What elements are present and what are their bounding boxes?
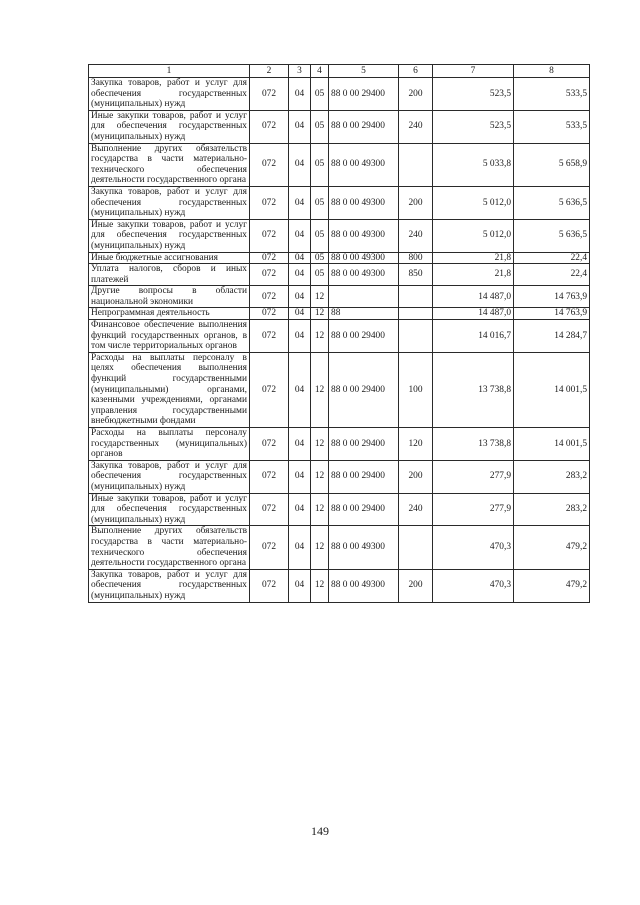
ministry-code-cell: 072 [250,78,289,111]
table-row [89,286,590,308]
ministry-code-cell: 072 [250,308,289,320]
ministry-code-cell: 072 [250,264,289,286]
amount-year1-cell: 277,9 [433,460,514,493]
table-row [89,219,590,252]
expense-type-cell: 200 [399,186,433,219]
row-name-cell: Уплата налогов, сборов и иных платежей [89,264,250,286]
section-code-cell: 04 [289,493,311,526]
ministry-code-cell: 072 [250,428,289,461]
target-article-cell: 88 0 00 29400 [329,352,399,427]
amount-year2-cell: 22,4 [514,264,590,286]
amount-year1-cell: 14 487,0 [433,308,514,320]
column-header: 6 [399,65,433,78]
target-article-cell: 88 0 00 29400 [329,428,399,461]
subsection-code-cell: 12 [311,526,329,569]
ministry-code-cell: 072 [250,252,289,264]
expense-type-cell: 100 [399,352,433,427]
amount-year2-cell: 22,4 [514,252,590,264]
expense-type-cell [399,143,433,186]
row-name-cell: Непрограммная деятельность [89,308,250,320]
ministry-code-cell: 072 [250,526,289,569]
target-article-cell: 88 0 00 29400 [329,78,399,111]
ministry-code-cell: 072 [250,186,289,219]
subsection-code-cell: 05 [311,264,329,286]
table-row [89,569,590,602]
subsection-code-cell: 12 [311,460,329,493]
target-article-cell: 88 0 00 49300 [329,526,399,569]
expense-type-cell: 200 [399,78,433,111]
amount-year1-cell: 5 012,0 [433,219,514,252]
amount-year2-cell: 283,2 [514,460,590,493]
ministry-code-cell: 072 [250,110,289,143]
amount-year1-cell: 5 033,8 [433,143,514,186]
subsection-code-cell: 12 [311,320,329,353]
target-article-cell: 88 0 00 29400 [329,110,399,143]
amount-year1-cell: 5 012,0 [433,186,514,219]
target-article-cell: 88 [329,308,399,320]
expense-type-cell [399,286,433,308]
target-article-cell: 88 0 00 49300 [329,186,399,219]
amount-year2-cell: 14 001,5 [514,428,590,461]
column-header: 4 [311,65,329,78]
subsection-code-cell: 05 [311,143,329,186]
amount-year2-cell: 14 763,9 [514,308,590,320]
expense-type-cell: 850 [399,264,433,286]
section-code-cell: 04 [289,219,311,252]
ministry-code-cell: 072 [250,352,289,427]
expense-type-cell [399,526,433,569]
ministry-code-cell: 072 [250,460,289,493]
row-name-cell: Закупка товаров, работ и услуг для обеспечения государственных (муниципальных) нужд [89,78,250,111]
expense-type-cell: 200 [399,460,433,493]
column-header: 3 [289,65,311,78]
subsection-code-cell: 12 [311,428,329,461]
expense-type-cell: 120 [399,428,433,461]
table-row [89,186,590,219]
subsection-code-cell: 12 [311,286,329,308]
subsection-code-cell: 12 [311,352,329,427]
table-row [89,493,590,526]
amount-year2-cell: 283,2 [514,493,590,526]
target-article-cell: 88 0 00 29400 [329,493,399,526]
ministry-code-cell: 072 [250,320,289,353]
amount-year2-cell: 14 284,7 [514,320,590,353]
expense-type-cell: 200 [399,569,433,602]
target-article-cell [329,286,399,308]
amount-year2-cell: 5 636,5 [514,219,590,252]
page-number: 149 [311,824,329,838]
subsection-code-cell: 05 [311,186,329,219]
table-row [89,320,590,353]
target-article-cell: 88 0 00 49300 [329,143,399,186]
subsection-code-cell: 05 [311,78,329,111]
row-name-cell: Иные закупки товаров, работ и услуг для обеспечения государственных (муниципальных) нужд [89,110,250,143]
target-article-cell: 88 0 00 29400 [329,460,399,493]
section-code-cell: 04 [289,186,311,219]
subsection-code-cell: 05 [311,252,329,264]
row-name-cell: Иные бюджетные ассигнования [89,252,250,264]
amount-year1-cell: 14 016,7 [433,320,514,353]
row-name-cell: Выполнение других обязательств государства в части материально-технического обеспечения деятельности государственного органа [89,143,250,186]
subsection-code-cell: 12 [311,493,329,526]
column-header: 8 [514,65,590,78]
subsection-code-cell: 05 [311,219,329,252]
subsection-code-cell: 05 [311,110,329,143]
amount-year1-cell: 523,5 [433,110,514,143]
target-article-cell: 88 0 00 49300 [329,569,399,602]
amount-year2-cell: 5 636,5 [514,186,590,219]
amount-year1-cell: 470,3 [433,526,514,569]
row-name-cell: Другие вопросы в области национальной экономики [89,286,250,308]
row-name-cell: Закупка товаров, работ и услуг для обеспечения государственных (муниципальных) нужд [89,186,250,219]
table-row [89,460,590,493]
subsection-code-cell: 12 [311,308,329,320]
table-row [89,352,590,427]
section-code-cell: 04 [289,110,311,143]
amount-year1-cell: 13 738,8 [433,428,514,461]
ministry-code-cell: 072 [250,493,289,526]
column-header: 7 [433,65,514,78]
ministry-code-cell: 072 [250,569,289,602]
row-name-cell: Расходы на выплаты персоналу в целях обеспечения выполнения функций государственными (муниципальными) органами, казенными учреждениями, органами управления государственными внебюджетными фондами [89,352,250,427]
expense-type-cell [399,320,433,353]
ministry-code-cell: 072 [250,286,289,308]
row-name-cell: Закупка товаров, работ и услуг для обеспечения государственных (муниципальных) нужд [89,569,250,602]
amount-year1-cell: 470,3 [433,569,514,602]
table-header-row [89,65,590,78]
amount-year1-cell: 13 738,8 [433,352,514,427]
table-row [89,110,590,143]
amount-year1-cell: 21,8 [433,264,514,286]
section-code-cell: 04 [289,428,311,461]
section-code-cell: 04 [289,320,311,353]
row-name-cell: Расходы на выплаты персоналу государственных (муниципальных) органов [89,428,250,461]
section-code-cell: 04 [289,143,311,186]
amount-year2-cell: 533,5 [514,110,590,143]
amount-year2-cell: 479,2 [514,526,590,569]
row-name-cell: Иные закупки товаров, работ и услуг для обеспечения государственных (муниципальных) нужд [89,493,250,526]
expense-type-cell [399,308,433,320]
amount-year1-cell: 277,9 [433,493,514,526]
target-article-cell: 88 0 00 49300 [329,219,399,252]
row-name-cell: Иные закупки товаров, работ и услуг для обеспечения государственных (муниципальных) нужд [89,219,250,252]
table-row [89,526,590,569]
expense-type-cell: 240 [399,219,433,252]
section-code-cell: 04 [289,569,311,602]
expense-type-cell: 240 [399,493,433,526]
column-header: 2 [250,65,289,78]
row-name-cell: Выполнение других обязательств государства в части материально-технического обеспечения деятельности государственного органа [89,526,250,569]
amount-year1-cell: 14 487,0 [433,286,514,308]
amount-year1-cell: 523,5 [433,78,514,111]
amount-year1-cell: 21,8 [433,252,514,264]
table-row [89,428,590,461]
ministry-code-cell: 072 [250,143,289,186]
amount-year2-cell: 14 763,9 [514,286,590,308]
target-article-cell: 88 0 00 49300 [329,252,399,264]
budget-table [88,64,590,603]
section-code-cell: 04 [289,78,311,111]
table-row [89,78,590,111]
amount-year2-cell: 479,2 [514,569,590,602]
column-header: 5 [329,65,399,78]
column-header: 1 [89,65,250,78]
target-article-cell: 88 0 00 49300 [329,264,399,286]
expense-type-cell: 240 [399,110,433,143]
amount-year2-cell: 533,5 [514,78,590,111]
ministry-code-cell: 072 [250,219,289,252]
row-name-cell: Финансовое обеспечение выполнения функций государственных органов, в том числе территориальных органов [89,320,250,353]
section-code-cell: 04 [289,264,311,286]
table-row [89,308,590,320]
amount-year2-cell: 5 658,9 [514,143,590,186]
table-row [89,143,590,186]
section-code-cell: 04 [289,352,311,427]
section-code-cell: 04 [289,526,311,569]
expense-type-cell: 800 [399,252,433,264]
amount-year2-cell: 14 001,5 [514,352,590,427]
section-code-cell: 04 [289,308,311,320]
subsection-code-cell: 12 [311,569,329,602]
table-row [89,252,590,264]
section-code-cell: 04 [289,286,311,308]
section-code-cell: 04 [289,460,311,493]
table-row [89,264,590,286]
section-code-cell: 04 [289,252,311,264]
row-name-cell: Закупка товаров, работ и услуг для обеспечения государственных (муниципальных) нужд [89,460,250,493]
target-article-cell: 88 0 00 29400 [329,320,399,353]
